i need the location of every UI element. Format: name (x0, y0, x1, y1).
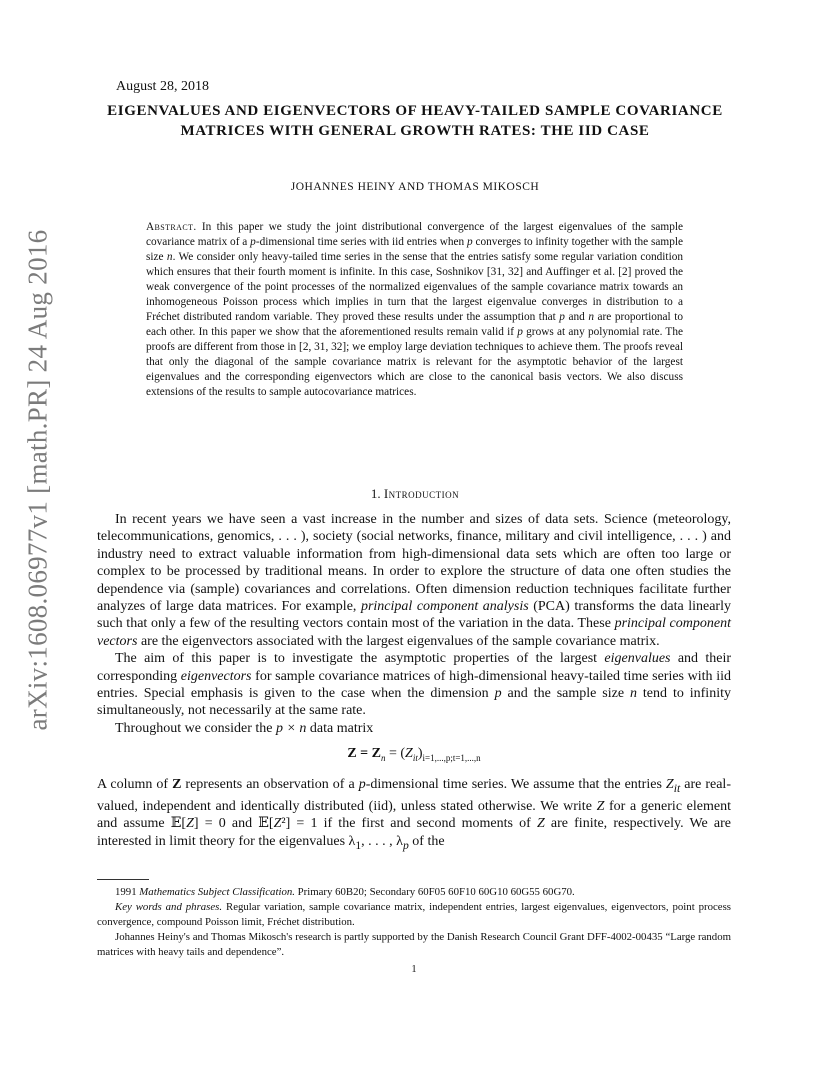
abstract-label: Abstract. (146, 221, 197, 233)
date: August 28, 2018 (116, 79, 209, 94)
page-number: 1 (411, 964, 417, 975)
footnote-funding: Johannes Heiny's and Thomas Mikosch's research is partly supported by the Danish Research Council Grant DFF-4002-00435 “Large random matrices with heavy tails and dependence”. (97, 931, 731, 958)
data-matrix-equation: $Z = Z_n = (Z_{it})_{i=1,...,p;t=1,...,n}$ (347, 746, 481, 764)
arxiv-side-stamp: arXiv:1608.06977v1 [math.PR] 24 Aug 2016 (22, 229, 53, 731)
authors: JOHANNES HEINY AND THOMAS MIKOSCH (290, 181, 540, 193)
footnotes (97, 885, 731, 960)
footnote-keywords: Key words and phrases. Regular variation, sample covariance matrix, independent entries, largest eigenvalues, eigenvectors, point process convergence, compound Poisson limit, Fréchet distribution. (97, 901, 731, 928)
paragraph-2: The aim of this paper is to investigate the asymptotic properties of the largest eigenvalues and their corresponding eigenvectors for sample covariance matrices of high-dimensional heavy-tailed time series with iid entries. Special emphasis is given to the case when the dimension p and the sample size n tend to infinity simultaneously, not necessarily at the same rate. (97, 651, 732, 719)
abstract: Abstract. In this paper we study the joint distributional convergence of the largest eigenvalues of the sample covariance matrix of a p-dimensional time series with iid entries when p converges to infinity together with the sample size n. We consider only heavy-tailed time series in the sense that the entries satisfy some regular variation condition which ensures that their fourth moment is infinite. In this case, Soshnikov [31, 32] and Auffinger et al. [2] proved the weak convergence of the point processes of the normalized eigenvalues of the sample covariance matrix towards an inhomogeneous Poisson process which implies in turn that the largest eigenvalue converges in distribution to a Fréchet distributed random variable. They proved these results under the assumption that p and n are proportional to each other. In this paper we show that the aforementioned results remain valid if p grows at any polynomial rate. The proofs are different from those in [2, 31, 32]; we employ large deviation techniques to achieve them. The proofs reveal that only the diagonal of the sample covariance matrix is relevant for the asymptotic behavior of the largest eigenvalues and the corresponding eigenvectors which are close to the canonical basis vectors. We also discuss extensions of the results to sample autocovariance matrices. (146, 221, 683, 398)
paragraph-4: A column of Z represents an observation of a p-dimensional time series. We assume that the entries $Z_{it}$ are real-valued, independent and identically distributed (iid), unless stated otherwise. We write Z for a generic element and assume 𝔼[Z] = 0 and 𝔼[Z²] = 1 if the first and second moments of Z are finite, respectively. We are interested in limit theory for the eigenvalues $\lambda_1$, . . . , $\lambda_p$ of the (97, 777, 732, 852)
section-heading-introduction: 1. Introduction (370, 486, 460, 501)
body-text (97, 511, 731, 854)
paper-title: EIGENVALUES AND EIGENVECTORS OF HEAVY-TAILED SAMPLE COVARIANCE MATRICES WITH GENERAL GROWTH RATES: THE IID CASE (107, 103, 723, 139)
footnote-msc: 1991 Mathematics Subject Classification. Primary 60B20; Secondary 60F05 60F10 60G10 60G55 60G70. (115, 886, 575, 898)
paragraph-1: In recent years we have seen a vast increase in the number and sizes of data sets. Science (meteorology, telecommunications, genomics, . . . ), society (social networks, finance, military and civil intelligence, . . . ) and industry need to extract valuable information from high-dimensional data sets which are often too large or complex to be processed by traditional means. In order to explore the structure of data one often studies the dependence via (sample) covariances and correlations. Often dimension reduction techniques facilitate further analyzes of large data matrices. For example, principal component analysis (PCA) transforms the data linearly such that only a few of the resulting vectors contain most of the variation in the data. These principal component vectors are the eigenvectors associated with the largest eigenvalues of the sample covariance matrix. (97, 512, 731, 649)
footnote-rule (97, 879, 149, 880)
paragraph-3: Throughout we consider the p × n data matrix (115, 720, 374, 736)
